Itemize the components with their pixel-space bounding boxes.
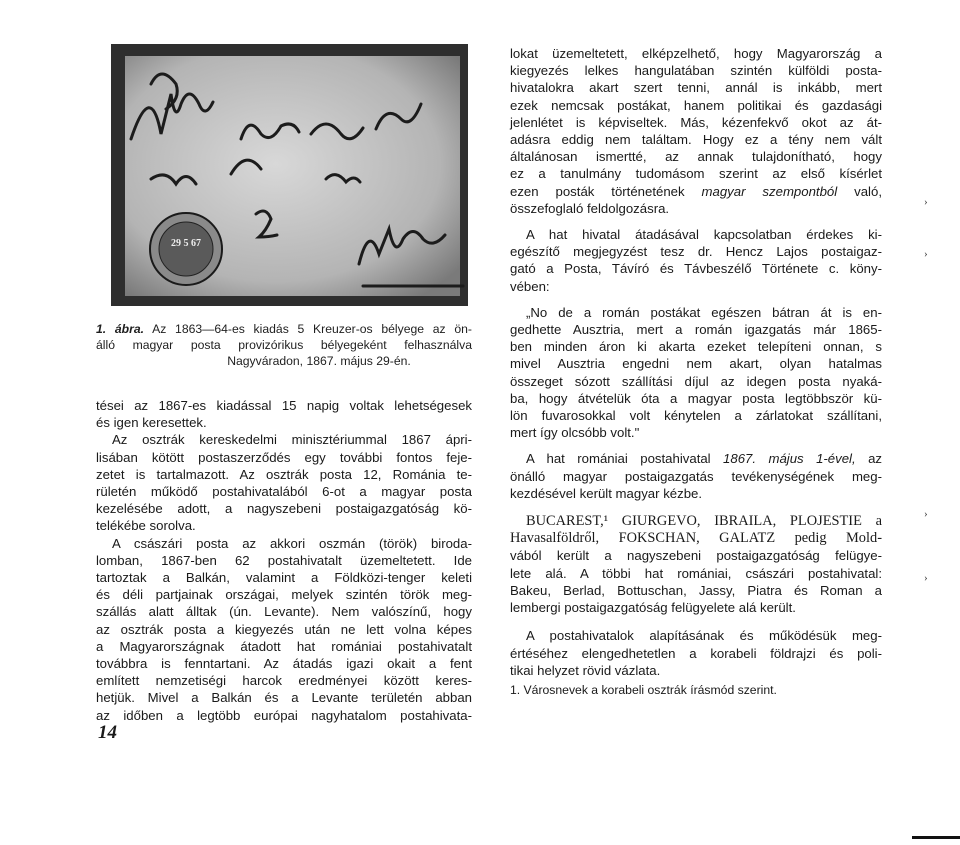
text-line: értéséhez elengedhetetlen a korabeli földrajzi és poli- bbox=[510, 645, 882, 661]
emphasis: magyar szempontból bbox=[701, 183, 838, 199]
text-line: BUCAREST,¹ GIURGEVO, IBRAILA, PLOJESTIE a bbox=[526, 513, 882, 530]
caption-line-2: álló magyar posta provizórikus bélyegeként felhasználva bbox=[96, 338, 472, 352]
text-span: ezen posták történetének bbox=[510, 183, 702, 199]
text-span: való, bbox=[837, 183, 882, 199]
quote-line: lön fuvarosokkal volt kénytelen a zárlatokat szállítani, bbox=[510, 408, 882, 424]
text-line: ezek nemcsak postákat, hanem politikai és gazdasági bbox=[510, 97, 882, 113]
quote-line: összeget sózott szállítási díjul az idegen posta nyaká- bbox=[510, 373, 882, 389]
text-line: A postahivatalok alapításának és működésük meg- bbox=[526, 628, 882, 644]
text-line: Bakeu, Berlad, Bottuschan, Jassy, Piatra és Roman a bbox=[510, 582, 882, 598]
text-span: az bbox=[855, 451, 883, 467]
postmark-date: 29 5 67 bbox=[171, 238, 201, 249]
text-line: gató a Posta, Távíró és Távbeszélő Története c. köny- bbox=[510, 261, 882, 277]
text-line: vából került a nagyszebeni postaigazgatóság felügye- bbox=[510, 548, 882, 564]
text-line: kiegyezés lelkes hangulatában szintén külföldi posta- bbox=[510, 63, 882, 79]
text-line: zetet is tartalmazott. Az osztrák posta 12, Románia te- bbox=[96, 466, 472, 482]
text-line: és déli partjainak országai, melyek szintén török meg- bbox=[96, 587, 472, 603]
text-line: kezelésébe adott, a nagyszebeni postaigazgatóság kö- bbox=[96, 501, 472, 517]
text-line: telékébe sorolva. bbox=[96, 518, 196, 534]
text-line: A hat hivatal átadásával kapcsolatban érdekes ki- bbox=[526, 227, 882, 243]
text-span: A hat romániai postahivatal bbox=[526, 451, 724, 467]
text-line: és igen keresettek. bbox=[96, 415, 207, 431]
right-column bbox=[510, 45, 882, 679]
page-number: 14 bbox=[98, 722, 117, 743]
emphasis: 1867. május 1-ével, bbox=[723, 451, 856, 467]
quote-line: „No de a román postákat egészen bátran át is en- bbox=[526, 304, 882, 320]
figure-photo bbox=[111, 44, 468, 306]
caption-line-3: Nagyváradon, 1867. május 29-én. bbox=[227, 354, 411, 368]
text-line: lisában kötött postaszerződés egy további fontos feje- bbox=[96, 449, 472, 465]
text-line: lokat üzemeltetett, elképzelhető, hogy Magyarország a bbox=[510, 46, 882, 61]
text-line: az osztrák posta a kiegyezés után ne lett volna képes bbox=[96, 621, 472, 637]
text-line: általánosan ismertté, az annak tulajdonítható, hogy bbox=[510, 149, 882, 165]
margin-mark: › bbox=[924, 572, 928, 584]
margin-mark: › bbox=[924, 196, 928, 208]
margin-mark: › bbox=[924, 248, 928, 260]
footnote: 1. Városnevek a korabeli osztrák írásmód szerint. bbox=[510, 683, 777, 697]
text-line: önálló magyar postaigazgatás tevékenységének meg- bbox=[510, 468, 882, 484]
text-line: ez a tanulmány tudomásom szerint az első kísérlet bbox=[510, 166, 882, 182]
margin-mark: › bbox=[924, 508, 928, 520]
text-line: tései az 1867-es kiadással 15 napig voltak lehetségesek bbox=[96, 398, 472, 413]
text-line: továbbra is fenntartani. Az átadás igazi okait a fent bbox=[96, 656, 472, 672]
text-line: adásra eddig nem találtam. Hogy ez a tény nem vált bbox=[510, 132, 882, 148]
text-line: Havasalföldről, FOKSCHAN, GALATZ pedig Mold- bbox=[510, 530, 882, 547]
text-line: összefoglaló feldolgozásra. bbox=[510, 200, 670, 216]
figure-label: 1. ábra. bbox=[96, 322, 145, 336]
text-line: egészítő megjegyzést tesz dr. Hencz Lajos postaigaz- bbox=[510, 244, 882, 260]
quote-line: ben minden áron ki akarta ezeket telepíteni onnan, s bbox=[510, 339, 882, 355]
text-line: rületén működő postahivatalából 6-ot a magyar posta bbox=[96, 484, 472, 500]
scan-edge bbox=[912, 836, 960, 839]
text-line: lomban, 1867-ben 62 postahivatalt üzemeltetett. Ide bbox=[96, 552, 472, 568]
text-line: lete alá. A többi hat romániai, császári postahivatal: bbox=[510, 565, 882, 581]
text-line: lembergi postaigazgatóság felügyelete alá került. bbox=[510, 600, 796, 616]
text-line: hivatalokra akart szert tenni, annál is inkább, mert bbox=[510, 80, 882, 96]
text-line: szállás alatt álltak (ún. Levante). Nem valószínű, hogy bbox=[96, 604, 472, 620]
caption-line-1: Az 1863—64-es kiadás 5 Kreuzer-os bélyege az ön- bbox=[152, 322, 472, 336]
text-line: tikai helyzet rövid vázlata. bbox=[510, 662, 661, 678]
text-line bbox=[510, 450, 882, 467]
text-line: az időben a legtöbb európai nagyhatalom postahivata- bbox=[96, 707, 472, 723]
text-line: tartoztak a Balkán, valamint a Földközi-tenger keleti bbox=[96, 570, 472, 586]
text-line: jelenlétet is képviseltek. Más, kézenfekvő okot az át- bbox=[510, 114, 882, 130]
quote-line: mert így olcsóbb volt." bbox=[510, 425, 640, 441]
text-line: említett nemzetiségi harcok eredményei között keres- bbox=[96, 673, 472, 689]
text-line: vében: bbox=[510, 278, 550, 294]
text-line: kezdésével került magyar kézbe. bbox=[510, 485, 703, 501]
quote-line: gedhette Ausztria, mert a román igazgatás már 1865- bbox=[510, 322, 882, 338]
figure-caption bbox=[96, 321, 472, 369]
text-line: hetjük. Mivel a Balkán és a Levante területén abban bbox=[96, 690, 472, 706]
text-line bbox=[510, 183, 882, 200]
left-column bbox=[96, 397, 472, 724]
text-line: A császári posta az akkori oszmán (török) biroda- bbox=[112, 535, 472, 551]
text-line: a Magyarországnak átadott hat romániai postahivatalt bbox=[96, 638, 472, 654]
text-line: Az osztrák kereskedelmi minisztériummal 1867 ápri- bbox=[112, 432, 472, 448]
envelope-image bbox=[111, 44, 468, 306]
quote-line: ba, hogy átvételük óta a magyar posta legtöbbször kü- bbox=[510, 390, 882, 406]
quote-line: mivel Ausztria engedni nem akart, olyan hatalmas bbox=[510, 356, 882, 372]
